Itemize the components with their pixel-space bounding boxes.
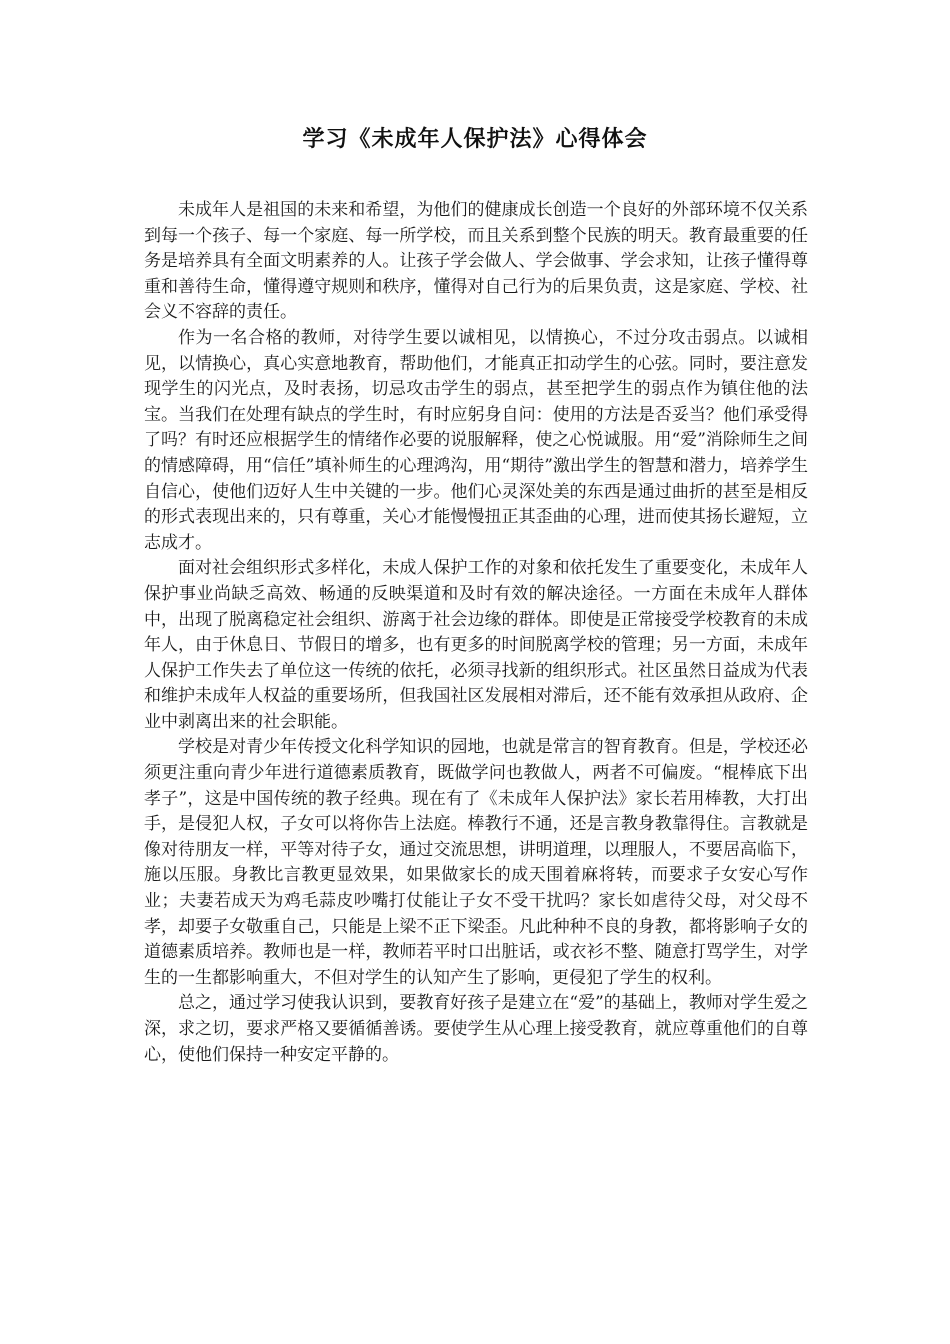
paragraph-1: 未成年人是祖国的未来和希望，为他们的健康成长创造一个良好的外部环境不仅关系到每一个孩子、每一个家庭、每一所学校，而且关系到整个民族的明天。教育最重要的任务是培养具有全面文明素养的人。让孩子学会做人、学会做事、学会求知，让孩子懂得尊重和善待生命，懂得遵守规则和秩序，懂得对自己行为的后果负责，这是家庭、学校、社会义不容辞的责任。 xyxy=(144,200,808,323)
document-title: 学习《未成年人保护法》心得体会 xyxy=(302,127,648,152)
paragraph-5: 总之，通过学习使我认识到，要教育好孩子是建立在“爱”的基础上，教师对学生爱之深，求之切，要求严格又要循循善诱。要使学生从心理上接受教育，就应尊重他们的自尊心，使他们保持一种安定平静的。 xyxy=(144,993,808,1065)
paragraph-2: 作为一名合格的教师，对待学生要以诚相见，以情换心，不过分攻击弱点。以诚相见，以情换心，真心实意地教育，帮助他们，才能真正扣动学生的心弦。同时，要注意发现学生的闪光点，及时表扬，切忌攻击学生的弱点，甚至把学生的弱点作为镇住他的法宝。当我们在处理有缺点的学生时，有时应躬身自问：使用的方法是否妥当？他们承受得了吗？有时还应根据学生的情绪作必要的说服解释，使之心悦诚服。用“爱”消除师生之间的情感障碍，用“信任”填补师生的心理鸿沟，用“期待”激出学生的智慧和潜力，培养学生自信心，使他们迈好人生中关键的一步。他们心灵深处美的东西是通过曲折的甚至是相反的形式表现出来的，只有尊重，关心才能慢慢扭正其歪曲的心理，进而使其扬长避短，立志成才。 xyxy=(144,327,808,553)
paragraph-3: 面对社会组织形式多样化，未成人保护工作的对象和依托发生了重要变化，未成年人保护事业尚缺乏高效、畅通的反映渠道和及时有效的解决途径。一方面在未成年人群体中，出现了脱离稳定社会组织、游离于社会边缘的群体。即使是正常接受学校教育的未成年人，由于休息日、节假日的增多，也有更多的时间脱离学校的管理；另一方面，未成年人保护工作失去了单位这一传统的依托，必须寻找新的组织形式。社区虽然日益成为代表和维护未成年人权益的重要场所，但我国社区发展相对滞后，还不能有效承担从政府、企业中剥离出来的社会职能。 xyxy=(144,558,808,732)
paragraph-4: 学校是对青少年传授文化科学知识的园地，也就是常言的智育教育。但是，学校还必须更注重向青少年进行道德素质教育，既做学问也教做人，两者不可偏废。“棍棒底下出孝子”，这是中国传统的教子经典。现在有了《未成年人保护法》家长若用棒教，大打出手，是侵犯人权，子女可以将你告上法庭。棒教行不通，还是言教身教靠得住。言教就是像对待朋友一样，平等对待子女，通过交流思想，讲明道理，以理服人，不要居高临下，施以压服。身教比言教更显效果，如果做家长的成天围着麻将转，而要求子女安心写作业；夫妻若成天为鸡毛蒜皮吵嘴打仗能让子女不受干扰吗？家长如虐待父母，对父母不孝，却要子女敬重自己，只能是上梁不正下梁歪。凡此种种不良的身教，都将影响子女的道德素质培养。教师也是一样，教师若平时口出脏话，或衣衫不整、随意打骂学生，对学生的一生都影响重大，不但对学生的认知产生了影响，更侵犯了学生的权利。 xyxy=(144,737,808,988)
document-body xyxy=(144,198,808,1068)
